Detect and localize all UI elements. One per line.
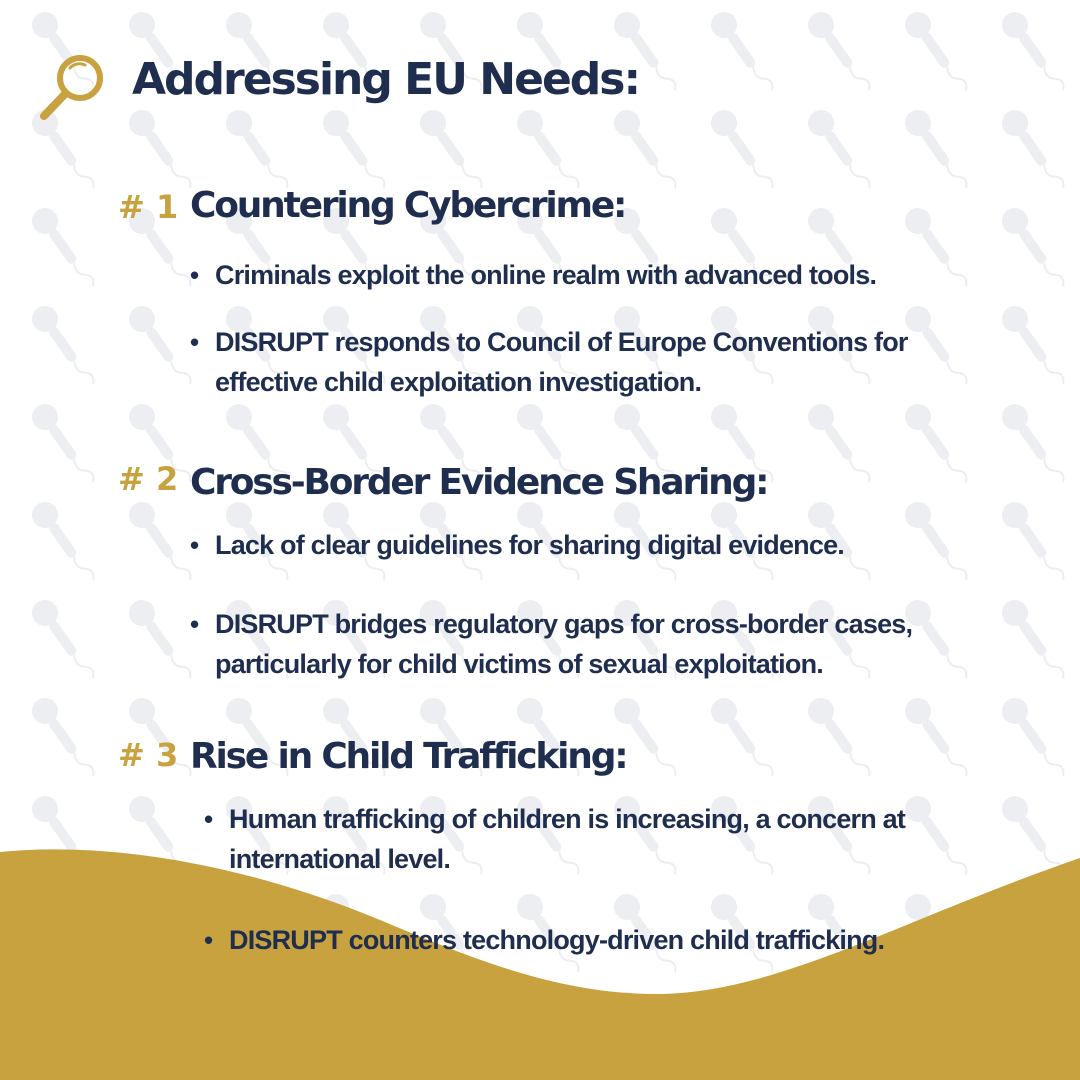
list-item-text: DISRUPT counters technology-driven child trafficking. bbox=[229, 925, 885, 955]
bullet-dot: • bbox=[204, 804, 213, 834]
bullet-dot: • bbox=[190, 609, 199, 639]
bullet-dot: • bbox=[204, 925, 213, 955]
list-item bbox=[204, 920, 969, 960]
header bbox=[36, 48, 640, 126]
section-title: Countering Cybercrime: bbox=[190, 185, 626, 226]
list-item-text: DISRUPT responds to Council of Europe Conventions for effective child exploitation investigation. bbox=[215, 327, 908, 397]
list-item bbox=[190, 255, 995, 295]
section-title: Rise in Child Trafficking: bbox=[190, 736, 627, 777]
section-number: # 2 bbox=[118, 460, 179, 498]
list-item-text: DISRUPT bridges regulatory gaps for cross-border cases, particularly for child victims of sexual exploitation. bbox=[215, 609, 913, 679]
bullet-dot: • bbox=[190, 530, 199, 560]
page-title: Addressing EU Needs: bbox=[132, 54, 640, 105]
bullet-dot: • bbox=[190, 260, 199, 290]
list-item bbox=[190, 525, 995, 565]
list-item-text: Human trafficking of children is increasing, a concern at international level. bbox=[229, 804, 906, 874]
section-title: Cross-Border Evidence Sharing: bbox=[190, 462, 768, 503]
list-item-text: Lack of clear guidelines for sharing digital evidence. bbox=[215, 530, 844, 560]
section-number: # 3 bbox=[118, 736, 179, 774]
magnifying-glass-icon bbox=[36, 48, 110, 126]
list-item-text: Criminals exploit the online realm with advanced tools. bbox=[215, 260, 877, 290]
section-number: # 1 bbox=[118, 188, 179, 226]
list-item bbox=[190, 604, 995, 684]
bullet-dot: • bbox=[190, 327, 199, 357]
list-item bbox=[190, 322, 995, 402]
list-item bbox=[204, 799, 969, 879]
